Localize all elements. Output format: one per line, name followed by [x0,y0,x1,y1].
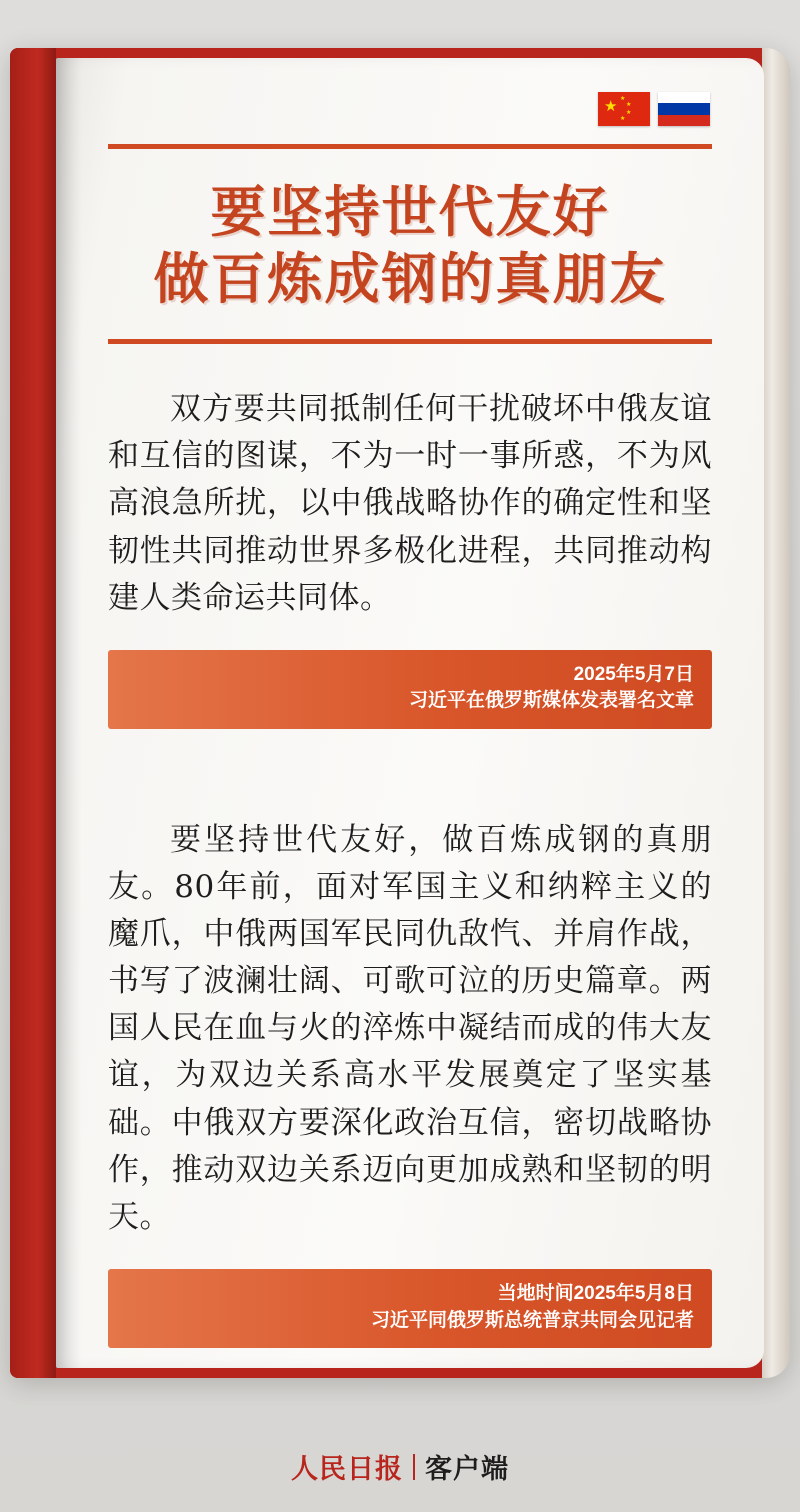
china-flag-small-star: ★ [626,110,632,116]
russia-flag-icon [658,92,710,126]
footer-logo [0,1447,800,1486]
book-page [56,58,764,1368]
publisher-name: 人民日报 [291,1454,403,1485]
russia-flag-white-band [658,92,710,103]
china-flag-small-star: ★ [620,116,626,122]
page-gutter-shadow [56,58,82,1368]
russia-flag-red-band [658,115,710,126]
quote-block-2 [108,817,712,1348]
quote-text: 要坚持世代友好，做百炼成钢的真朋友。80年前，面对军国主义和纳粹主义的魔爪，中俄两国军民同仇敌忾、并肩作战，书写了波澜壮阔、可歌可泣的历史篇章。两国人民在血与火的淬炼中凝结而成的伟大友谊，为双边关系高水平发展奠定了坚实基础。中俄双方要深化政治互信，密切战略协作，推动双边关系迈向更加成熟和坚韧的明天。 [108,821,712,1235]
quote-source: 习近平在俄罗斯媒体发表署名文章 [408,690,694,712]
china-flag-small-star: ★ [620,96,626,102]
block-spacer [108,729,712,775]
title-rule-bottom [108,339,712,344]
quote-attribution [108,650,712,729]
quote-source: 习近平同俄罗斯总统普京共同会见记者 [370,1309,694,1331]
book-illustration [10,48,790,1378]
footer-divider [413,1454,415,1480]
quote-date: 2025年5月7日 [573,663,694,685]
page-title [108,149,712,339]
quote-date: 当地时间2025年5月8日 [497,1282,694,1304]
publisher-platform: 客户端 [425,1454,509,1485]
russia-flag-blue-band [658,103,710,114]
quote-attribution [108,1269,712,1348]
quote-block-1 [108,386,712,729]
china-flag-icon [598,92,650,126]
china-flag-small-star: ★ [626,102,632,108]
book-spine [10,48,56,1378]
title-line-2: 做百炼成钢的真朋友 [153,247,667,312]
book-page-edge [762,48,790,1378]
flag-group [108,92,710,126]
quote-text: 双方要共同抵制任何干扰破坏中俄友谊和互信的图谋，不为一时一事所惑，不为风高浪急所扰，以中俄战略协作的确定性和坚韧性共同推动世界多极化进程，共同推动构建人类命运共同体。 [108,391,712,616]
china-flag-big-star: ★ [604,98,618,115]
page-content [108,92,712,1348]
title-line-1: 要坚持世代友好 [210,180,610,244]
